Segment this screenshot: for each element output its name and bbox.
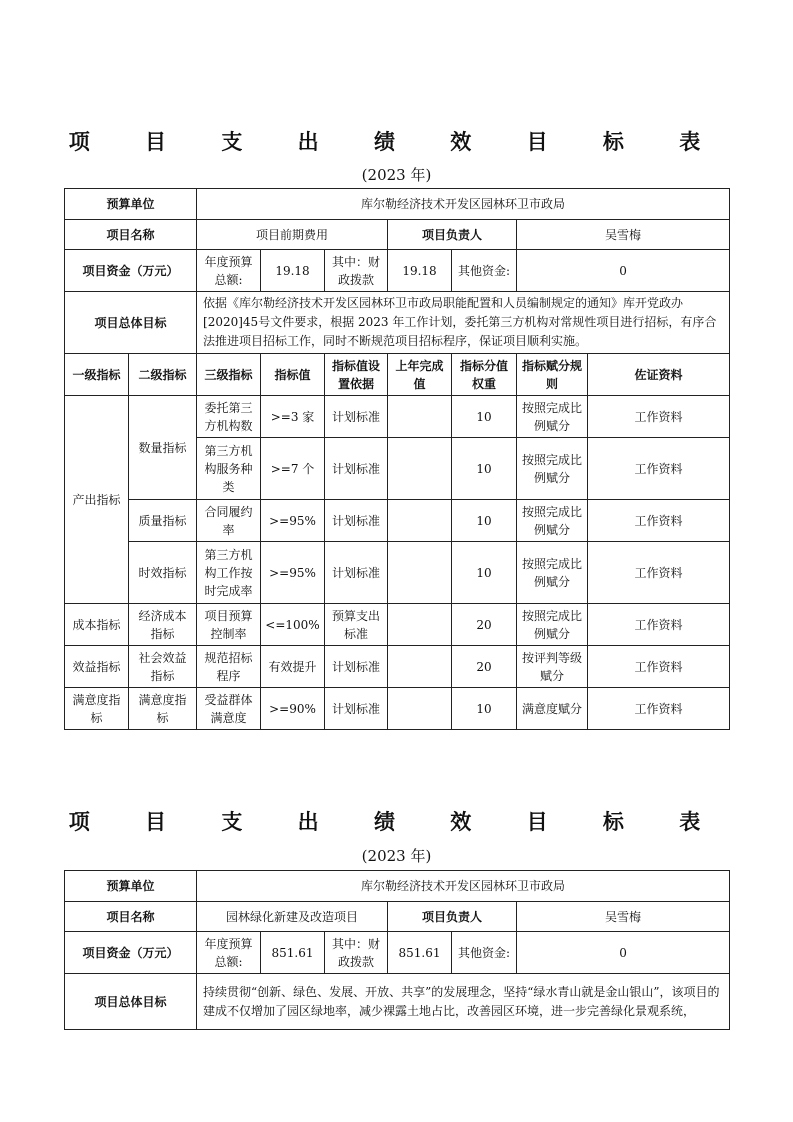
header-level2: 二级指标	[129, 354, 197, 396]
funds-label: 项目资金（万元）	[65, 932, 197, 974]
table-row	[65, 646, 730, 688]
rule-cell: 按照完成比例赋分	[517, 604, 588, 646]
weight-cell: 10	[452, 396, 517, 438]
weight-cell: 10	[452, 688, 517, 730]
table-row	[65, 500, 730, 542]
budget-unit-value: 库尔勒经济技术开发区园林环卫市政局	[197, 871, 730, 902]
table-row	[65, 604, 730, 646]
header-level1: 一级指标	[65, 354, 129, 396]
level3-cell: 第三方机构工作按时完成率	[197, 542, 261, 604]
fiscal-label: 其中：财政拨款	[325, 250, 388, 292]
performance-table-1	[64, 188, 730, 730]
level3-cell: 受益群体满意度	[197, 688, 261, 730]
weight-cell: 10	[452, 438, 517, 500]
budget-unit-label: 预算单位	[65, 189, 197, 220]
table-row	[65, 688, 730, 730]
header-basis: 指标值设置依据	[325, 354, 388, 396]
project-lead-label: 项目负责人	[388, 220, 517, 250]
basis-cell: 计划标准	[325, 542, 388, 604]
last-year-cell	[388, 542, 452, 604]
header-value: 指标值	[261, 354, 325, 396]
other-funds-value: 0	[517, 250, 730, 292]
value-cell: >=7 个	[261, 438, 325, 500]
value-cell: <=100%	[261, 604, 325, 646]
last-year-cell	[388, 438, 452, 500]
project-lead-value: 吴雪梅	[517, 902, 730, 932]
weight-cell: 10	[452, 500, 517, 542]
performance-table-2	[64, 870, 730, 1030]
table-row	[65, 542, 730, 604]
value-cell: >=95%	[261, 500, 325, 542]
value-cell: 有效提升	[261, 646, 325, 688]
basis-cell: 计划标准	[325, 438, 388, 500]
page-title: 项 目 支 出 绩 效 目 标 表	[68, 810, 725, 834]
header-level3: 三级指标	[197, 354, 261, 396]
annual-budget-label: 年度预算总额:	[197, 250, 261, 292]
other-funds-label: 其他资金:	[452, 250, 517, 292]
level2-cell: 满意度指标	[129, 688, 197, 730]
goal-text: 持续贯彻“创新、绿色、发展、开放、共享”的发展理念，坚持“绿水青山就是金山银山”，该项目的建成不仅增加了园区绿地率，减少裸露土地占比，改善园区环境，进一步完善绿化景观系统，	[197, 974, 730, 1030]
last-year-cell	[388, 500, 452, 542]
level1-cell: 成本指标	[65, 604, 129, 646]
last-year-cell	[388, 604, 452, 646]
level3-cell: 项目预算控制率	[197, 604, 261, 646]
evidence-cell: 工作资料	[588, 438, 730, 500]
evidence-cell: 工作资料	[588, 500, 730, 542]
evidence-cell: 工作资料	[588, 396, 730, 438]
rule-cell: 按照完成比例赋分	[517, 396, 588, 438]
project-name-label: 项目名称	[65, 220, 197, 250]
level2-cell: 数量指标	[129, 396, 197, 500]
rule-cell: 满意度赋分	[517, 688, 588, 730]
rule-cell: 按照完成比例赋分	[517, 500, 588, 542]
level2-cell: 经济成本指标	[129, 604, 197, 646]
project-lead-label: 项目负责人	[388, 902, 517, 932]
evidence-cell: 工作资料	[588, 688, 730, 730]
level1-cell: 效益指标	[65, 646, 129, 688]
rule-cell: 按照完成比例赋分	[517, 542, 588, 604]
rule-cell: 按照完成比例赋分	[517, 438, 588, 500]
evidence-cell: 工作资料	[588, 542, 730, 604]
weight-cell: 20	[452, 604, 517, 646]
basis-cell: 计划标准	[325, 500, 388, 542]
fiscal-label: 其中：财政拨款	[325, 932, 388, 974]
rule-cell: 按评判等级赋分	[517, 646, 588, 688]
weight-cell: 20	[452, 646, 517, 688]
annual-budget-label: 年度预算总额:	[197, 932, 261, 974]
last-year-cell	[388, 646, 452, 688]
project-name-value: 项目前期费用	[197, 220, 388, 250]
annual-budget-value: 19.18	[261, 250, 325, 292]
goal-text: 依据《库尔勒经济技术开发区园林环卫市政局职能配置和人员编制规定的通知》库开党政办[2020]45号文件要求，根据 2023 年工作计划，委托第三方机构对常规性项目进行招标，有序合法推进项目招标工作，同时不断规范项目招标程序，保证项目顺利实施。	[197, 292, 730, 354]
weight-cell: 10	[452, 542, 517, 604]
funds-label: 项目资金（万元）	[65, 250, 197, 292]
budget-unit-value: 库尔勒经济技术开发区园林环卫市政局	[197, 189, 730, 220]
goal-label: 项目总体目标	[65, 974, 197, 1030]
last-year-cell	[388, 396, 452, 438]
level3-cell: 第三方机构服务种类	[197, 438, 261, 500]
basis-cell: 计划标准	[325, 646, 388, 688]
evidence-cell: 工作资料	[588, 646, 730, 688]
budget-unit-label: 预算单位	[65, 871, 197, 902]
level2-cell: 社会效益指标	[129, 646, 197, 688]
value-cell: >=90%	[261, 688, 325, 730]
project-name-label: 项目名称	[65, 902, 197, 932]
header-rule: 指标赋分规则	[517, 354, 588, 396]
level1-cell: 产出指标	[65, 396, 129, 604]
evidence-cell: 工作资料	[588, 604, 730, 646]
header-evidence: 佐证资料	[588, 354, 730, 396]
fiscal-value: 19.18	[388, 250, 452, 292]
value-cell: >=95%	[261, 542, 325, 604]
basis-cell: 计划标准	[325, 688, 388, 730]
fiscal-value: 851.61	[388, 932, 452, 974]
other-funds-label: 其他资金:	[452, 932, 517, 974]
year-label: (2023 年)	[361, 166, 432, 184]
year-label: (2023 年)	[361, 847, 432, 865]
header-weight: 指标分值权重	[452, 354, 517, 396]
value-cell: >=3 家	[261, 396, 325, 438]
level3-cell: 合同履约率	[197, 500, 261, 542]
level1-cell: 满意度指标	[65, 688, 129, 730]
basis-cell: 计划标准	[325, 396, 388, 438]
last-year-cell	[388, 688, 452, 730]
level2-cell: 时效指标	[129, 542, 197, 604]
level3-cell: 规范招标程序	[197, 646, 261, 688]
table-row	[65, 396, 730, 438]
header-last-year: 上年完成值	[388, 354, 452, 396]
basis-cell: 预算支出标准	[325, 604, 388, 646]
page-title: 项 目 支 出 绩 效 目 标 表	[68, 130, 725, 154]
other-funds-value: 0	[517, 932, 730, 974]
project-lead-value: 吴雪梅	[517, 220, 730, 250]
level3-cell: 委托第三方机构数	[197, 396, 261, 438]
level2-cell: 质量指标	[129, 500, 197, 542]
project-name-value: 园林绿化新建及改造项目	[197, 902, 388, 932]
annual-budget-value: 851.61	[261, 932, 325, 974]
goal-label: 项目总体目标	[65, 292, 197, 354]
